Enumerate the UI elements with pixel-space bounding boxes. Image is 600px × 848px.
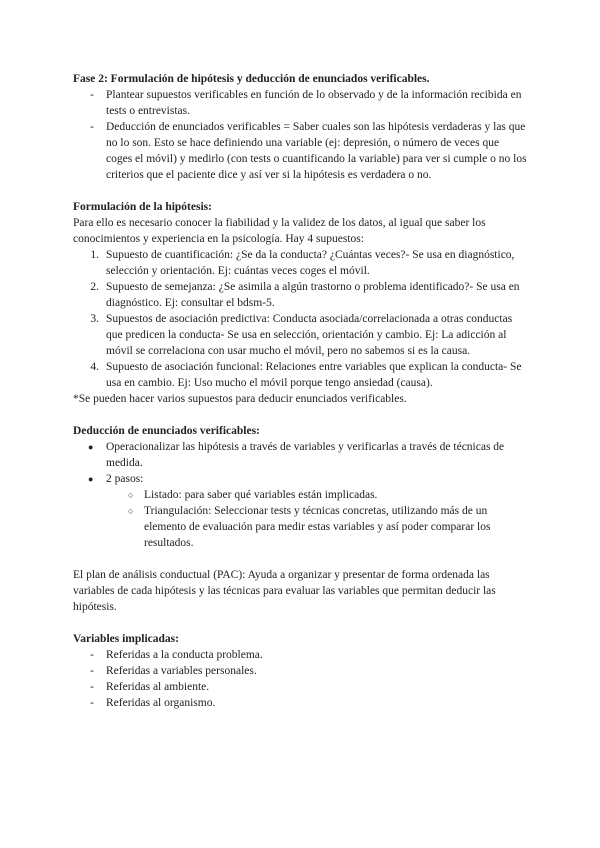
dash-marker: - (90, 681, 94, 693)
formulacion-heading: Formulación de la hipótesis: (73, 201, 212, 213)
bullet-marker: ● (88, 442, 94, 452)
fase2-list (73, 87, 528, 183)
formulacion-note: *Se pueden hacer varios supuestos para deducir enunciados verificables. (73, 393, 407, 405)
document-content (73, 71, 528, 711)
number-marker: 4. (90, 361, 99, 373)
number-marker: 3. (90, 313, 99, 325)
list-item: - Referidas a la conducta problema. (90, 649, 263, 661)
dash-marker: - (90, 121, 94, 133)
list-item: 1. Supuesto de cuantificación: ¿Se da la conducta? ¿Cuántas veces?- Se usa en diagnóstico, selección y orientación. Ej: cuántas veces coges el móvil. (73, 247, 528, 279)
list-item: - Deducción de enunciados verificables = Saber cuales son las hipótesis verdaderas y las que no lo son. Esto se hace definiendo una variable (ej: depresión, o número de veces que coges el móvil) y medirlo (con tests o cuantificando la variable) para ver si cumple o no los criterios que el paciente dice y así ver si la hipótesis es verdadera o no. (90, 121, 527, 181)
dash-marker: - (90, 649, 94, 661)
list-item: 4. Supuesto de asociación funcional: Relaciones entre variables que explican la conducta- Se usa en cambio. Ej: Uso mucho el móvil porque tengo ansiedad (causa). (73, 359, 528, 391)
deduccion-list (73, 439, 528, 487)
variables-heading: Variables implicadas: (73, 633, 179, 645)
circle-marker: ○ (128, 506, 134, 516)
dash-marker: - (90, 697, 94, 709)
list-item: 3. Supuestos de asociación predictiva: Conducta asociada/correlacionada a otras conductas que predicen la conducta- Se usa en selección, orientación y cambio. Ej: La adicción al móvil se correlaciona con usar mucho el móvil, pero no sabemos si es la causa. (73, 311, 528, 359)
list-item: ● 2 pasos: (88, 473, 144, 485)
list-item: - Referidas al organismo. (90, 697, 216, 709)
list-item: - Plantear supuestos verificables en función de lo observado y de la información recibida en tests o entrevistas. (90, 89, 522, 117)
fase2-heading: Fase 2: Formulación de hipótesis y deducción de enunciados verificables. (73, 73, 430, 85)
list-item: ○ Listado: para saber qué variables están implicadas. (128, 489, 378, 501)
deduccion-sublist (73, 487, 528, 551)
dash-marker: - (90, 89, 94, 101)
list-item: ○ Triangulación: Seleccionar tests y técnicas concretas, utilizando más de un elemento de evaluación para medir estas variables y así poder comparar los resultados. (128, 505, 491, 549)
circle-marker: ○ (128, 490, 134, 500)
list-item: - Referidas a variables personales. (90, 665, 257, 677)
formulacion-list (73, 247, 528, 391)
list-item: ● Operacionalizar las hipótesis a través de variables y verificarlas a través de técnicas de medida. (88, 441, 505, 469)
variables-list (73, 647, 528, 711)
deduccion-heading: Deducción de enunciados verificables: (73, 425, 260, 437)
list-item: 2. Supuesto de semejanza: ¿Se asimila a algún trastorno o problema identificado?- Se usa en diagnóstico. Ej: consultar el bdsm-5. (73, 279, 528, 311)
number-marker: 2. (90, 281, 99, 293)
formulacion-intro: Para ello es necesario conocer la fiabilidad y la validez de los datos, al igual que saber los conocimientos y experiencia en la psicología. Hay 4 supuestos: (73, 217, 486, 245)
pac-paragraph: El plan de análisis conductual (PAC): Ayuda a organizar y presentar de forma ordenada las variables de cada hipótesis y las técnicas para evaluar las variables que permitan deducir las hipótesis. (73, 569, 496, 613)
bullet-marker: ● (88, 474, 94, 484)
dash-marker: - (90, 665, 94, 677)
list-item: - Referidas al ambiente. (90, 681, 210, 693)
number-marker: 1. (90, 249, 99, 261)
